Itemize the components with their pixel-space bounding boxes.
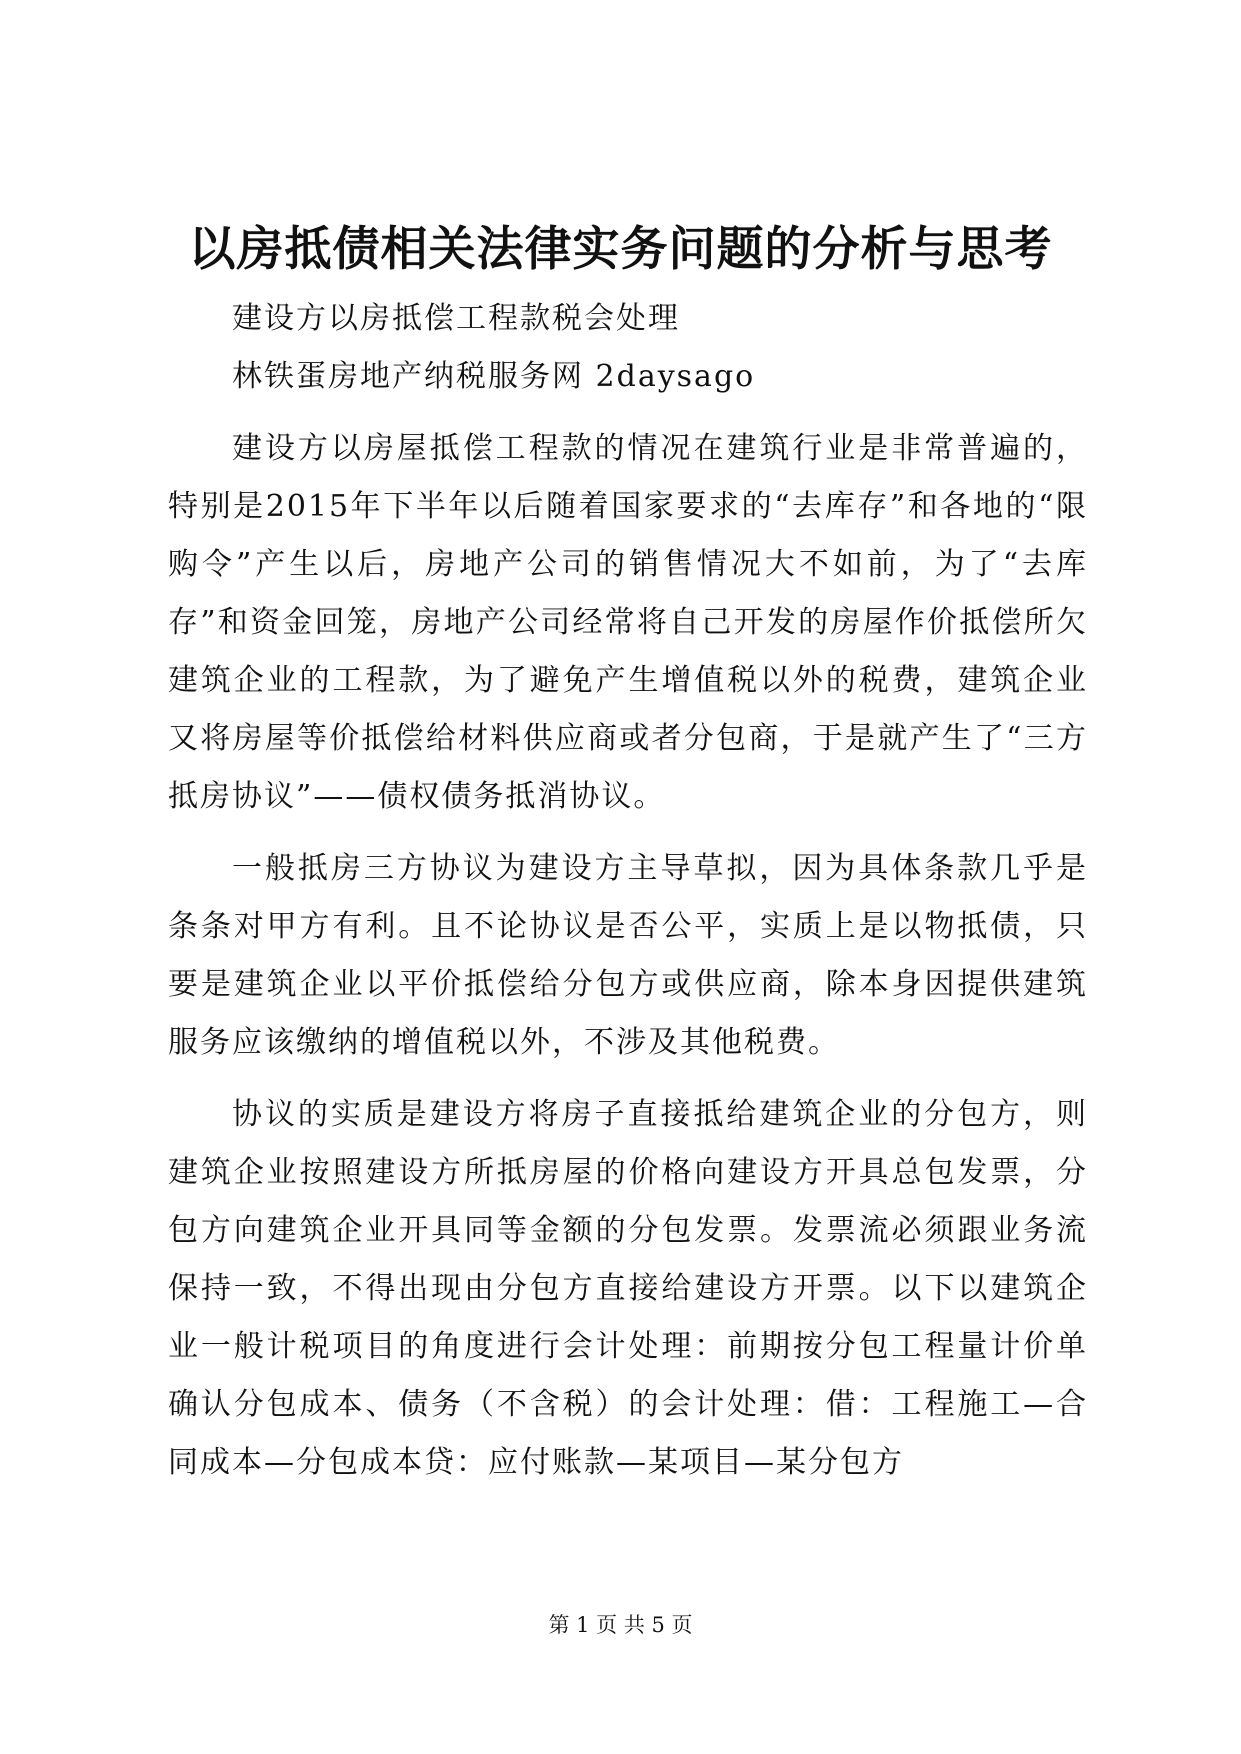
page-footer [0, 1610, 1241, 1640]
body-paragraph-1: 建设方以房屋抵偿工程款的情况在建筑行业是非常普遍的，特别是2015年下半年以后随着国家要求的“去库存”和各地的“限购令”产生以后，房地产公司的销售情况大不如前，为了“去库存”和资金回笼，房地产公司经常将自己开发的房屋作价抵偿所欠建筑企业的工程款，为了避免产生增值税以外的税费，建筑企业又将房屋等价抵偿给材料供应商或者分包商，于是就产生了“三方抵房协议”——债权债务抵消协议。 [168, 431, 1088, 814]
page-indicator: 第 1 页 共 5 页 [548, 1613, 693, 1637]
body-paragraph-2: 一般抵房三方协议为建设方主导草拟，因为具体条款几乎是条条对甲方有利。且不论协议是否公平，实质上是以物抵债，只要是建筑企业以平价抵偿给分包方或供应商，除本身因提供建筑服务应该缴纳的增值税以外，不涉及其他税费。 [168, 851, 1088, 1060]
body-paragraph-3: 协议的实质是建设方将房子直接抵给建筑企业的分包方，则建筑企业按照建设方所抵房屋的价格向建设方开具总包发票，分包方向建筑企业开具同等金额的分包发票。发票流必须跟业务流保持一致，不得出现由分包方直接给建设方开票。以下以建筑企业一般计税项目的角度进行会计处理：前期按分包工程量计价单确认分包成本、债务（不含税）的会计处理：借：工程施工—合同成本—分包成本贷：应付账款—某项目—某分包方 [168, 1097, 1088, 1480]
subtitle-line: 建设方以房抵偿工程款税会处理 [232, 301, 680, 336]
source-line: 林铁蛋房地产纳税服务网 2daysago [232, 359, 756, 394]
document-title: 以房抵债相关法律实务问题的分析与思考 [188, 222, 1053, 277]
document-body [168, 290, 1088, 1492]
